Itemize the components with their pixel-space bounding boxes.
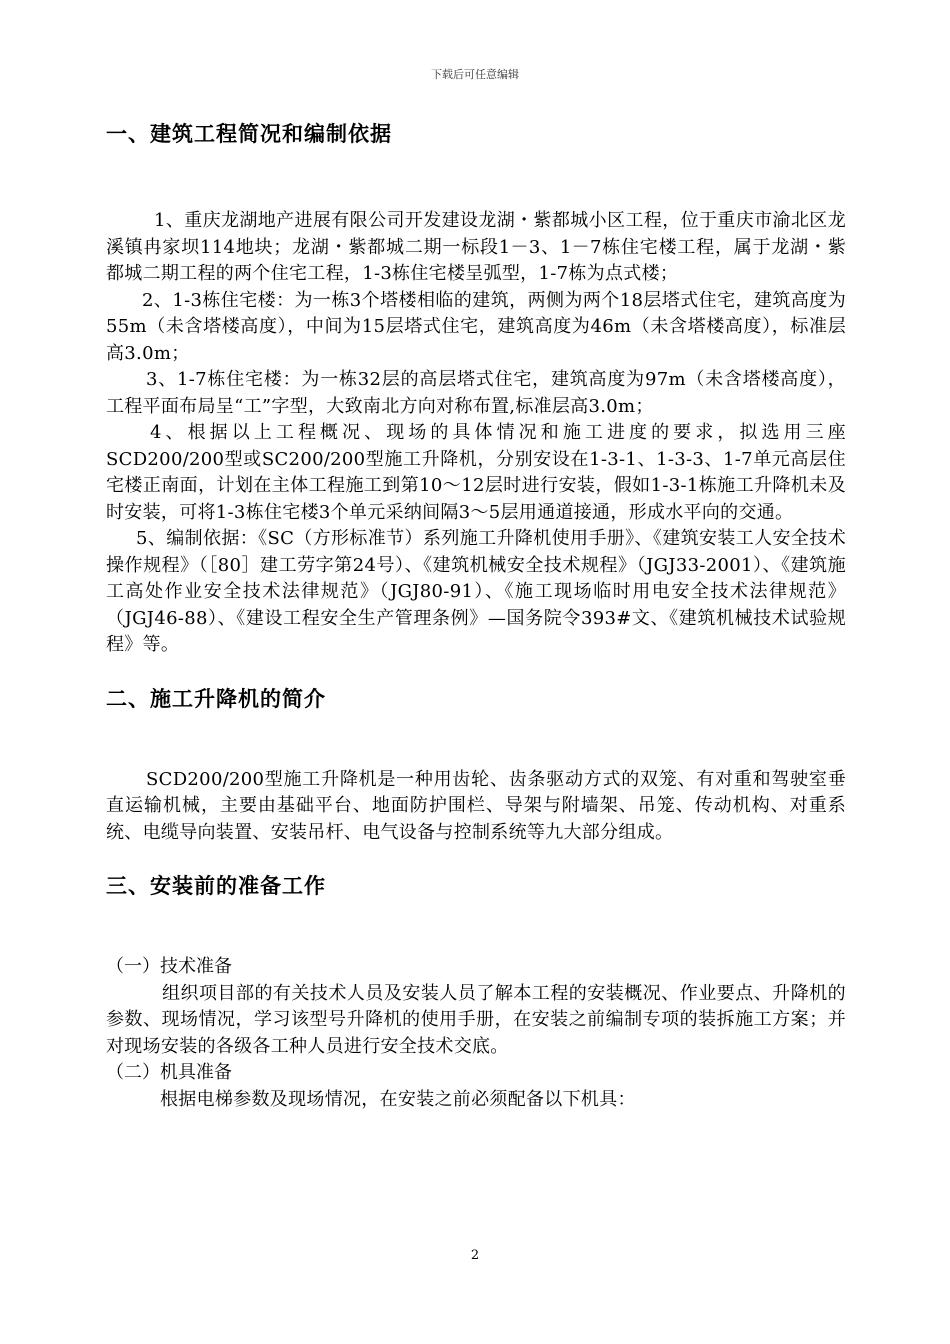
page-number: 2: [470, 1248, 480, 1263]
section-1-paragraph-1: 1、重庆龙湖地产进展有限公司开发建设龙湖・紫都城小区工程，位于重庆市渝北区龙溪镇冉家坝114地块；龙湖・紫都城二期一标段1－3、1－7栋住宅楼工程，属于龙湖・紫都城二期工程的两个住宅工程，1-3栋住宅楼呈弧型，1-7栋为点式楼；: [106, 210, 846, 284]
section-3-subheading-technical: （一）技术准备: [106, 956, 232, 977]
section-3-subheading-equipment: （二）机具准备: [106, 1062, 232, 1083]
section-1-paragraph-5: 5、编制依据：《SC（方形标准节）系列施工升降机使用手册》、《建筑安装工人安全技术操作规程》（［80］建工劳字第24号）、《建筑机械安全技术规程》（JGJ33-2001）、《建筑施工高处作业安全技术法律规范》（JGJ80-91）、《施工现场临时用电安全技术法律规范》（JGJ46-88）、《建设工程安全生产管理条例》—国务院令393#文、《建筑机械技术试验规程》等。: [106, 528, 846, 655]
section-2-heading: 二、施工升降机的简介: [106, 686, 326, 711]
header-note: 下载后可任意编辑: [431, 68, 519, 81]
section-3-paragraph-2: 根据电梯参数及现场情况，在安装之前必须配备以下机具：: [160, 1088, 636, 1110]
section-1-paragraph-3: 3、1-7栋住宅楼：为一栋32层的高层塔式住宅，建筑高度为97m（未含塔楼高度），工程平面布局呈“工”字型，大致南北方向对称布置,标准层高3.0m；: [106, 369, 846, 417]
section-1-paragraph-2: 2、1-3栋住宅楼：为一栋3个塔楼相临的建筑，两侧为两个18层塔式住宅，建筑高度为55m（未含塔楼高度），中间为15层塔式住宅，建筑高度为46m（未含塔楼高度），标准层高3.0m；: [106, 289, 846, 364]
section-3-heading: 三、安装前的准备工作: [106, 874, 326, 898]
section-1-heading: 一、建筑工程简况和编制依据: [106, 122, 392, 146]
section-2-paragraph-1: SCD200/200型施工升降机是一种用齿轮、齿条驱动方式的双笼、有对重和驾驶室垂直运输机械，主要由基础平台、地面防护围栏、导架与附墙架、吊笼、传动机构、对重系统、电缆导向装置、安装吊杆、电气设备与控制系统等九大部分组成。: [106, 768, 846, 843]
section-3-paragraph-1: 组织项目部的有关技术人员及安装人员了解本工程的安装概况、作业要点、升降机的参数、现场情况，学习该型号升降机的使用手册，在安装之前编制专项的装拆施工方案；并对现场安装的各级各工种人员进行安全技术交底。: [106, 982, 846, 1057]
document-body: [106, 118, 846, 1113]
section-1-paragraph-4: 4、根据以上工程概况、现场的具体情况和施工进度的要求，拟选用三座SCD200/200型或SC200/200型施工升降机，分别安设在1-3-1、1-3-3、1-7单元高层住宅楼正南面，计划在主体工程施工到第10～12层时进行安装，假如1-3-1栋施工升降机未及时安装，可将1-3栋住宅楼3个单元采纳间隔3～5层用通道接通，形成水平向的交通。: [106, 422, 846, 523]
